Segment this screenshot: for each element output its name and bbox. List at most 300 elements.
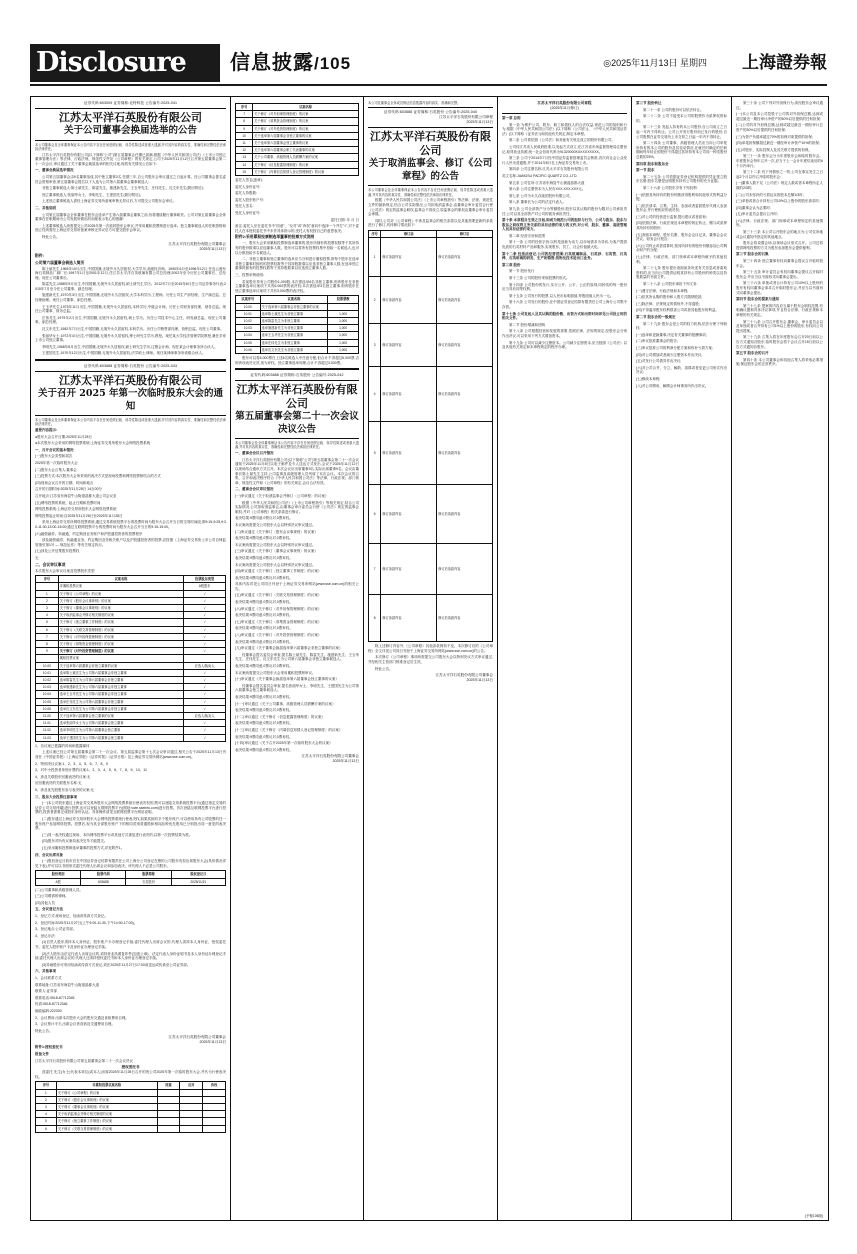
- para: 第二十九条 股东会是公司的权力机构,依法行使下列职权:: [636, 321, 727, 331]
- column-1: [31, 97, 230, 1220]
- para: 第一节 股份发行: [509, 269, 535, 274]
- para: (五)网络投票的系统、起止日期和投票时间: [35, 500, 101, 505]
- para: (五)审议通过《关于修订〈关联交易管理制度〉的议案》: [235, 593, 322, 598]
- para: 第二十五条 公司依据证券登记机构提供的凭证建立股东名册,股东名册是证明股东持有公司股份的充分证据。: [636, 174, 727, 184]
- table-row: [36, 612, 226, 619]
- column-2: [231, 97, 363, 1220]
- para: 受托人签名:: [235, 204, 254, 209]
- para: (三)审议通过《关于修订〈董事会议事规则〉的议案》: [235, 549, 318, 554]
- meeting-points: [35, 428, 226, 560]
- th-seq: 序号: [36, 1082, 57, 1089]
- para: 本议案尚需提交公司股东大会以特别决议审议通过。: [235, 562, 316, 567]
- proxy-body: [35, 1070, 226, 1079]
- cell: 修订后条款内容: [437, 485, 493, 544]
- para: 应回避表决的关联股东名称:无: [35, 781, 82, 786]
- para: 股东可以将6,000票在上述6名候选人中任意分配,但合计不得超过6,000票,否则该项表决无效,视为弃权。独立董事选举同理,合计不得超过3,000票。: [235, 355, 359, 365]
- para: 委托人签名(盖章):: [235, 178, 263, 183]
- proxy-title: 授权委托书: [121, 1065, 140, 1070]
- para: 邮政编码:222300: [35, 1008, 62, 1013]
- bio-list: [35, 267, 226, 357]
- para: (一)遵守法律、行政法规和本章程;: [636, 288, 689, 293]
- para: 五、会议登记方法: [35, 907, 63, 912]
- table-row: [236, 310, 359, 317]
- page-footer-code: (予報106版): [804, 1214, 823, 1218]
- th-name: 议案名称: [58, 576, 183, 583]
- cell: A股: [36, 878, 81, 885]
- table-row: [236, 161, 359, 168]
- cell: 10.04: [236, 332, 261, 339]
- para: 5、涉及优先股股东参与表决的议案:无: [35, 787, 94, 792]
- th-stock-code: 股票代码: [81, 871, 126, 878]
- cell: √: [184, 727, 226, 734]
- signature-date-1: 2025年11月13日: [199, 246, 226, 251]
- cell: 10.01: [36, 669, 59, 676]
- cell: 2: [36, 597, 59, 604]
- doc-title-3: 第五届董事会第二十一次会议决议公告: [235, 411, 359, 435]
- para: (一)本公司股东通过上海证券交易所股东大会网络投票系统行使表决权的,既可以登陆交易系统投票平台(通过指定交易的证券公司交易终端)进行投票,也可以登陆互联网投票平台(网址:vote.sseinfo.com)进行投票。首次登陆互联网投票平台进行投票的,投资者需要完成股东身份认证。具体操作请见互联网投票平台网站说明。: [35, 801, 226, 815]
- company-title-1: 江苏太平洋石英股份有限公司: [59, 111, 202, 124]
- column-6: [732, 97, 827, 1220]
- para: (三)审议批准公司的利润分配方案和弥补亏损方案;: [636, 345, 713, 350]
- para: 3、对中小投资者单独计票的议案:1、2、3、4、5、6、7、8、9、10、11: [35, 768, 147, 773]
- para: 第二十八条 公司股东承担下列义务:: [643, 282, 698, 286]
- para: 股东会将设置会场,以现场会议形式召开。公司还将提供网络投票的方式为股东参加股东会提供便利。: [736, 241, 823, 250]
- cell: 10.00: [236, 303, 261, 310]
- cell: 关于选举第六届董事会职工代表董事的议案: [253, 147, 359, 154]
- cell: 关于修订《关联交易管理制度》的议案: [56, 1125, 157, 1132]
- signature-company-2: 江苏太平洋石英股份有限公司董事会: [168, 1035, 226, 1040]
- chapter-ref-date: 2025年11月13日: [466, 120, 493, 125]
- para: 采用上海证券交易所网络投票系统,通过交易系统投票平台的投票时间为股东大会召开当日的交易时间段,即9:15-9:25,9:30-11:30,13:00-15:00;通过互联网投票平台的投票时间为股东大会召开当日的9:15-15:00。: [35, 520, 226, 529]
- column-4: [498, 97, 631, 1220]
- para: 第二十三条 发起人持有的本公司股份,自公司成立之日起一年内不得转让。公司公开发行股份前已发行的股份,自公司股票在证券交易所上市交易之日起一年内不得转让。: [636, 125, 727, 139]
- cell: √: [184, 590, 226, 597]
- section-heading: 第三章 股份: [502, 262, 521, 267]
- para: 第七条 公司为永久存续的股份有限公司。: [509, 193, 573, 198]
- th-seq: 序号: [36, 576, 59, 583]
- para: 表决结果:9票同意,0票反对,0票弃权。: [235, 664, 293, 668]
- table-row: [236, 303, 359, 310]
- table-row: [236, 346, 359, 353]
- cell: 关于修订《内幕信息知情人登记管理制度》的议案: [253, 168, 359, 175]
- para: 第三十三条 本公司召开股东会的地点为:公司住所地或会议通知中指定的其他地点。: [736, 230, 823, 239]
- table-row: [369, 324, 493, 367]
- cumulative-example-note: [235, 356, 359, 365]
- cell: 修订条款内容: [381, 595, 437, 642]
- agenda-heading: 二、会议审议事项: [35, 562, 66, 567]
- para: 二、董事会会议审议情况: [235, 487, 274, 492]
- section-heading: 第四节 股东会的提案与通知: [736, 297, 779, 302]
- cell: 选举陈士斌先生为非独立董事: [260, 310, 328, 317]
- cell: 关于选举第六届董事会非独立董事的议案: [253, 132, 359, 139]
- table-row: [36, 698, 226, 705]
- cell: 2: [36, 1096, 57, 1103]
- para: 一、股东大会采用累积投票制选举董事的,股东所拥有的投票权数等于其所持有的股份数乘以应选董事人数。股东可以将所有投票权集中投给一名候选人,也可以分散投给多名候选人。: [235, 241, 359, 255]
- para: (五)查阅本章程、股东名册、股东会会议记录、董事会会议决议、财务会计报告;: [636, 232, 727, 242]
- para: 公司第五届董事会由9名董事组成,其中独立董事3名,任期三年,自公司股东会审议通过之日起计算。经公司董事会提名委员会资格审查,第五届董事会提名以下人选为公司第六届董事会董事候选人:: [35, 174, 226, 184]
- cell: 修订条款内容: [381, 367, 437, 422]
- cell: 修订条款内容: [381, 422, 437, 485]
- doc-title-2: 关于召开 2025 年第一次临时股东大会的通知: [37, 388, 224, 412]
- cell: 6: [369, 485, 381, 544]
- cell: 10.01: [236, 310, 261, 317]
- cell: 关于修订《关联交易管理制度》的议案: [58, 626, 183, 633]
- cell: √: [184, 626, 226, 633]
- para: 第六条 公司注册资本为人民币XXX,XXX,XXX元。: [509, 187, 586, 192]
- signature-date-2: 2025年11月13日: [199, 1040, 226, 1045]
- para: 第十三条 公司的股份采取股票的形式。: [509, 276, 570, 281]
- para: 第九条 公司全部资产分为等额股份,股东以其认购的股份为限对公司承担责任,公司以其全部资产对公司的债务承担责任。: [502, 206, 627, 216]
- bio-item: 陈士斌先生,1965年10月出生,中国国籍,无境外永久居留权,大学学历,高级经济师。1990年6月至1996年12月,任连云港东海石英制品厂副厂长;1997年1月至2001年12月,任江苏太平洋石英玻璃有限公司总经理;2002年至今历任公司董事长、总经理。现任公司董事长。: [35, 266, 226, 280]
- table-row: [369, 422, 493, 485]
- table-row: [36, 590, 226, 597]
- para: 第三十八条 公司召开股东会,董事会、审计委员会以及单独或者合并持有公司1%以上股份的股东,有权向公司提出提案。: [736, 319, 823, 333]
- table-row: [36, 655, 226, 662]
- cell: 10.02: [236, 317, 261, 324]
- para: (六)对公司合并、分立、解散、清算或者变更公司形式作出决议;: [636, 365, 727, 375]
- th-name: 议案名称: [260, 296, 328, 303]
- masthead-rule: [30, 84, 827, 86]
- para: 若某股东持有公司股份1,000股,本次需选举6名非独立董事,则该股东在非独立董事选举议案项下共有6,000票的表决权;本次需选举3名独立董事,则该股东在独立董事选举议案项下共有3,000票的表决权。: [235, 279, 359, 293]
- para: 第三十九条 召集人将在年度股东会召开20日前以公告方式通知各股东,临时股东会将于会议召开15日前以公告方式通知各股东。: [736, 335, 823, 349]
- chapter-heading: 第十条 本章程自生效之日起,即成为规范公司的组织与行为、公司与股东、股东与股东之间权利义务关系的具有法律约束力的文件,对公司、股东、董事、高级管理人员具有法律约束力。: [502, 218, 627, 232]
- cell: 修订条款内容: [381, 544, 437, 595]
- para: 第二十六条 公司股东享有下列权利:: [643, 185, 698, 190]
- para: 第二条 公司系依照《公司法》和其他有关规定成立的股份有限公司。: [509, 138, 615, 143]
- para: (十二)审议通过《关于修订〈信息披露管理制度〉的议案》: [235, 714, 325, 719]
- para: 第三十四条 独立董事有权向董事会提议召开临时股东会。: [736, 259, 823, 268]
- table-row: [36, 684, 226, 691]
- para: (二)依其所认购的股份和入股方式缴纳股款;: [636, 295, 703, 300]
- charter-subtitle: (2025年11月修订): [550, 106, 579, 110]
- para: 第三十条 公司下列对外担保行为,须经股东会审议通过。: [736, 101, 823, 110]
- para: 附件1:授权委托书: [35, 1045, 63, 1050]
- cell: 7: [36, 633, 59, 640]
- para: (五)对股东、实际控制人及其关联方提供的担保。: [736, 147, 812, 152]
- para: (一)审议通过《关于取消监事会并修订〈公司章程〉的议案》: [235, 493, 329, 498]
- para: 表决结果:9票同意,0票反对,0票弃权。: [235, 626, 293, 631]
- cell: √: [184, 720, 226, 727]
- para: (三)同一表决权通过现场、本所网络投票平台或其他方式重复进行表决的,以第一次投票结果为准。: [42, 832, 193, 837]
- cell: 修订条款内容: [381, 277, 437, 324]
- para: 第十六条 公司发行的股份,在中国证券登记结算有限责任公司上海分公司集中存管。: [502, 300, 627, 309]
- divider: [235, 380, 359, 381]
- table-row: [369, 485, 493, 544]
- table-row: [36, 604, 226, 611]
- table-row: [236, 132, 359, 139]
- para: 表决结果:9票同意,0票反对,0票弃权。: [235, 575, 293, 580]
- para: ●股东大会召开日期:2025年11月28日: [35, 434, 92, 439]
- divider: [35, 108, 226, 109]
- cell: 应选人数(6)人: [184, 662, 226, 669]
- table-row: [36, 662, 226, 669]
- table-row: [36, 734, 226, 741]
- para: 表决结果:9票同意,0票反对,0票弃权。: [235, 734, 293, 739]
- th-proposal: 非累积投票议案名称: [56, 1082, 157, 1089]
- bio-item: 沈文东先生,1982年7月出生,中国国籍,无境外永久居留权,本科学历。历任公司销售部经理、营销总监。现任公司董事。: [42, 327, 224, 332]
- cell: 累积投票议案: [58, 655, 183, 662]
- table-row: [369, 238, 493, 277]
- table-row: [236, 111, 359, 118]
- para: 第二十一条 公司的股份可以依法转让。: [643, 107, 704, 112]
- bio-item: 李明先生,1968年8月出生,中国国籍,无境外永久居留权,硕士研究生学历,注册会计师。现任某会计师事务所合伙人。: [42, 344, 218, 349]
- cell: 10.06: [36, 705, 59, 712]
- cell: √: [184, 633, 226, 640]
- cell: 4: [36, 1111, 57, 1118]
- cell: 关于修订《对外担保管理制度》的议案: [58, 633, 183, 640]
- para: (七)法律、行政法规、部门规章或本章程所赋予的其他权利。: [636, 255, 727, 264]
- cell: 修订后条款内容: [437, 595, 493, 642]
- meeting-notes: [35, 744, 226, 868]
- para: 公司经江苏省人民政府批准,以发起方式设立;在江苏省市场监督管理局注册登记,取得营业执照,统一社会信用代码为91320000XXXXXXXXXX。: [502, 144, 627, 154]
- table-row: [236, 154, 359, 161]
- cell: 8: [369, 595, 381, 642]
- cell: 2: [369, 277, 381, 324]
- table-row: [369, 277, 493, 324]
- notice-head-text: 本公司董事会及全体董事保证本公告内容不存在任何虚假记载、误导性陈述或者重大遗漏,并对其内容的真实性、准确性和完整性依法承担法律责任。: [235, 441, 359, 450]
- cell: 关于修订《募集资金管理制度》的议案: [58, 640, 183, 647]
- announcement-body-1: [35, 153, 226, 240]
- record-date-table: [35, 870, 226, 885]
- cell: 关于修订《信息披露管理制度》的议案: [253, 161, 359, 168]
- th-for: 同意: [157, 1082, 180, 1089]
- bio-item: 王玉华先生,1975年11月出生,中国国籍,无境外永久居留权,本科学历,中级会计师。历任公司财务部经理、财务总监。现任公司董事、财务总监。: [35, 304, 226, 314]
- table-row: [36, 619, 226, 626]
- table-row: [36, 640, 226, 647]
- signature-company-3: 江苏太平洋石英股份有限公司董事会: [301, 754, 359, 759]
- masthead-paper-name: 上海證券報: [742, 53, 827, 73]
- cell: 7: [369, 544, 381, 595]
- proxy-vote-table: [35, 1081, 226, 1132]
- para: 召开地点:江苏省东海县牛山街道晶都大道公司会议室: [35, 494, 117, 499]
- para: 第三十七条 提案的内容应当属于股东会职权范围,有明确议题和具体决议事项,并且符合法律、行政法规和本章程的有关规定。: [736, 303, 823, 317]
- cell: √: [184, 684, 226, 691]
- cell: 修订条款内容: [381, 485, 437, 544]
- para: 上述独立董事候选人需经上海证券交易所备案审核无异议后,方可提交公司股东会审议。: [42, 199, 176, 204]
- cell: 1,000: [328, 346, 359, 353]
- para: 第十五条 公司发行的股票,以人民币标明面值,每股面值人民币一元。: [509, 293, 614, 298]
- cell: 14: [236, 161, 253, 168]
- cell: 选举庄伟先生为非独立董事: [260, 339, 328, 346]
- cell: 选举沈文东先生为非独立董事: [260, 346, 328, 353]
- para: 表决结果:9票同意,0票反对,0票弃权。: [235, 613, 293, 618]
- cell: [36, 655, 59, 662]
- para: 3、会议预计半天,出席会议者食宿及交通费用自理。: [35, 1022, 115, 1027]
- cell: 应选人数(3)人: [184, 713, 226, 720]
- para: 召开的日期时间:2025年11月28日 14点00分: [35, 487, 103, 492]
- para: 第十九条 公司可以减少注册资本。公司减少注册资本,应当按照《公司法》以及其他有关规定和本章程规定的程序办理。: [502, 340, 627, 350]
- para: 第三十二条 有下列情形之一的,公司在事实发生之日起2个月以内召开临时股东会:: [736, 170, 823, 179]
- table-row: [36, 648, 226, 655]
- para: (四)单笔担保额超过最近一期经审计净资产10%的担保;: [736, 141, 820, 146]
- para: 三、股东大会投票注意事项: [35, 794, 77, 799]
- cell: 选举王建国先生为公司第六届董事会独立董事: [58, 734, 183, 741]
- column-3: [364, 97, 497, 1220]
- cell: 10.03: [36, 684, 59, 691]
- para: 第十四条 公司股份的发行,实行公开、公平、公正的原则,同种类的每一股份应当具有同等权利。: [502, 282, 627, 292]
- appendix-title-1: 附件:: [35, 253, 44, 258]
- para: 第三条 公司于2014年7月经中国证券监督管理委员会核准,首次向社会公众发行人民币普通股,并于2014年8月在上海证券交易所上市。: [502, 156, 627, 165]
- th-votes: 投票票数: [328, 296, 359, 303]
- para: 联系电话:0518-87712345: [35, 995, 75, 1000]
- table-row: [36, 1118, 226, 1125]
- masthead-date: ◎2025年11月13日 星期四: [603, 58, 707, 68]
- cell: 关于修订《对外投资管理制度》的议案: [253, 125, 359, 132]
- para: 本次修订《公司章程》事项尚需提交公司股东大会以特别决议方式审议通过,并经相关主管部门核准登记后生效。: [368, 655, 493, 664]
- table-row: [36, 669, 226, 676]
- para: 2025年第一次临时股东大会: [35, 461, 78, 466]
- para: (六)公司终止或者清算时,按其所持有的股份份额参加公司剩余财产的分配;: [636, 243, 727, 253]
- cell: [203, 1111, 226, 1118]
- cell: 关于修订《公司章程》的议案: [58, 590, 183, 597]
- table-header-row: [36, 1082, 226, 1089]
- table-row: [36, 1096, 226, 1103]
- para: 英文名称:JIANGSU PACIFIC QUARTZ CO.,LTD.: [502, 173, 578, 178]
- masthead-section-title: [230, 46, 351, 81]
- para: 六、其他事项: [35, 969, 56, 974]
- cell: 关于公司董事、高级管理人员薪酬方案的议案: [253, 154, 359, 161]
- cell: 10.03: [236, 325, 261, 332]
- table-row: [369, 595, 493, 642]
- para: 表决结果:9票同意,0票反对,0票弃权。: [235, 600, 293, 605]
- para: (五)审计委员会提议召开时;: [736, 212, 778, 217]
- para: 表决结果:9票同意,0票反对,0票弃权。: [235, 516, 293, 521]
- para: (五)采用累积投票制选举董事的投票方式,详见附件1。: [42, 845, 125, 850]
- cell: 10.05: [236, 339, 261, 346]
- para: (四)股东对所有议案均表决完毕才能提交。: [42, 839, 108, 844]
- cell: √: [184, 705, 226, 712]
- cell: 关于修订《独立董事工作制度》的议案: [56, 1118, 157, 1125]
- cell: 7: [236, 111, 253, 118]
- cell: 选举王玉华先生为公司第六届董事会非独立董事: [58, 691, 183, 698]
- para: 公司第五届董事会全体董事在股东会选举产生第六届董事会董事之前,仍将继续履行董事职责。公司对第五届董事会全体董事在任职期间为公司发展所做出的贡献表示衷心的感谢!: [35, 212, 226, 222]
- para: 江苏太平洋石英股份有限公司(以下简称"公司")第五届董事会第二十一次会议通知于2025年11月8日以电子邮件及专人送达方式发出,会议于2025年11月12日以现场结合通讯方式召开。本次会议应出席董事9名,实际出席董事9名。会议由董事长陈士斌先生主持,公司监事及高级管理人员列席了本次会议。本次会议的召集、召开和表决程序符合《中华人民共和国公司法》等法律、行政法规、部门规章、规范性文件和《公司章程》的有关规定,会议合法有效。: [235, 457, 359, 485]
- charter-text-col4: [502, 116, 627, 350]
- para: (六)审议通过《关于修订〈对外担保管理制度〉的议案》: [235, 606, 322, 611]
- signature-company-1: 江苏太平洋石英股份有限公司董事会: [168, 241, 226, 246]
- doc-title-4: 关于取消监事会、修订《公司章程》的公告: [368, 158, 493, 182]
- para: (一)股东大会类型和届次: [35, 454, 73, 459]
- cell: √: [184, 648, 226, 655]
- para: (三)对公司的经营进行监督,提出建议或者质询;: [636, 214, 707, 219]
- para: (四)不得滥用股东权利损害公司或者其他股东的利益。: [636, 308, 719, 313]
- cell: [180, 1089, 203, 1096]
- section-heading: 第十七条 公司发起人及其认购的股份数、出资方式和出资时间详见公司设立时的相关文件。: [502, 311, 627, 321]
- th-record-date: 股权登记日: [171, 871, 225, 878]
- cell: 10.04: [36, 691, 59, 698]
- chapter-heading: 第四章 股东和股东会: [636, 161, 669, 166]
- para: 第十一条 公司的经营宗旨:以科技创新为动力,以市场需求为导向,为客户提供优质的石英材料产品和服务,实现股东、员工、社会价值最大化。: [502, 240, 627, 250]
- masthead-section-cn: 信息披露: [230, 52, 314, 74]
- para: 第四条 公司注册名称:江苏太平洋石英股份有限公司: [509, 167, 588, 172]
- para: (四)董事会认为必要时;: [736, 205, 771, 210]
- cell: 11.03: [36, 734, 59, 741]
- para: 4、登记办法:: [35, 933, 56, 938]
- para: 表决结果:9票同意,0票反对,0票弃权。: [235, 694, 293, 699]
- para: 根据《中华人民共和国公司法》《上市公司章程指引》等相关规定,结合公司实际情况,公司拟取消监事会,由董事会审计委员会行使《公司法》规定的监事会职权,并对《公司章程》相关条款进行修订。: [235, 500, 359, 514]
- cell: [36, 583, 59, 590]
- charter-text-col6: [736, 101, 823, 367]
- cell: [180, 1125, 203, 1132]
- para: 四、会议出席对象: [35, 852, 63, 857]
- cell: 15: [236, 168, 253, 175]
- appendix-subtitle-1: 公司第六届董事会候选人简历: [35, 260, 85, 265]
- para: (三)单独或者合计持有公司10%以上股份的股东请求时;: [736, 199, 820, 204]
- divider: [368, 107, 493, 108]
- para: 第二十四条 公司董事、高级管理人员应当向公司申报所持有的本公司的股份及其变动情况,在就任时确定的任职期间每年转让的股份不得超过其所持有本公司同一种类股份总数的25%。: [636, 141, 727, 159]
- cell: 关于修订《股东会议事规则》的议案: [56, 1096, 157, 1103]
- section-divider: [235, 368, 359, 370]
- para: 3、登记地点:公司证券部。: [35, 927, 77, 932]
- para: 二、非独立董事和独立董事的选举应当分别进行累积投票,即每个股东在选举非独立董事时拥有的投票权数等于其持股数乘以应选非独立董事人数;在选举独立董事时拥有的投票权数等于其持股数乘以应选独立董事人数。: [235, 257, 359, 271]
- para: 2、特别决议议案:1、2、3、4、5、6、7、8、9: [35, 761, 108, 766]
- para: (二)公司董事和高级管理人员。: [35, 887, 83, 892]
- para: (十一)审议通过《关于公司董事、高级管理人员薪酬方案的议案》: [235, 701, 336, 706]
- para: (十)审议通过《关于董事会换届选举第六届董事会独立董事的议案》: [235, 677, 339, 682]
- para: 特此公告。: [42, 234, 60, 239]
- para: (2)法人股东由法定代表人出席会议的,须持营业执照复印件(加盖公章)、法定代表人身份证明书及本人身份证办理登记手续;委托代理人出席会议的,代理人还须持授权委托书和本人身份证办理登记手续。: [35, 951, 226, 961]
- cell: 10.00: [36, 662, 59, 669]
- cell: 3: [36, 1103, 57, 1110]
- cell: 关于修订《对外投资管理制度》的议案: [58, 648, 183, 655]
- para: (二)审议通过《关于修订〈股东会议事规则〉的议案》: [235, 529, 318, 534]
- cell: √: [184, 734, 226, 741]
- notice-head-text: 本公司董事会及全体董事保证本公告内容不存在任何虚假记载、误导性陈述或者重大遗漏,并对其内容的真实性、准确性和完整性依法承担法律责任。: [35, 142, 226, 151]
- para: 第一条 为维护公司、股东、职工和债权人的合法权益,规范公司的组织和行为,根据《中华人民共和国公司法》(以下简称《公司法》)、《中华人民共和国证券法》(以下简称《证券法》)和其他有关规定,制定本章程。: [502, 122, 627, 136]
- cell: 4: [369, 367, 381, 422]
- table-row: [36, 677, 226, 684]
- divider: [35, 415, 226, 416]
- para: 本议案尚需提交公司股东大会以特别决议审议通过。: [235, 522, 316, 527]
- cell: √: [184, 691, 226, 698]
- para: 无: [35, 555, 39, 560]
- th-seq: 序号: [369, 230, 381, 237]
- section-heading: 第二节 股东会的一般规定: [636, 314, 676, 319]
- para: 委托人持股数:: [235, 191, 257, 196]
- cell: √: [184, 640, 226, 647]
- notice-head-3: [235, 441, 359, 450]
- charter-title: 江苏太平洋石英股份有限公司章程: [537, 101, 592, 105]
- table-row: [36, 1111, 226, 1118]
- th-before: 修订前: [381, 230, 437, 237]
- cell: 12: [236, 147, 253, 154]
- cell: [180, 1096, 203, 1103]
- table-row: [36, 691, 226, 698]
- para: 同时,公司对《公司章程》中涉及监事会的相关条款以及其他需要更新的条款进行了修订,具体修订情况如下:: [368, 218, 493, 228]
- cell: 10: [236, 132, 253, 139]
- cell: 5: [36, 619, 59, 626]
- para: 网络投票起止时间:自2025年11月28日至2025年11月28日: [35, 513, 123, 518]
- page-frame: [30, 96, 829, 1221]
- table-row: [236, 118, 359, 125]
- para: 1、登记方式:现场登记、信函或传真方式登记。: [35, 914, 108, 919]
- table-row: [36, 583, 226, 590]
- cell: 关于选举第六届董事会非独立董事的议案: [260, 303, 328, 310]
- para: 2、登记时间:2025年11月27日(上午9:00-11:30,下午14:00-17:00)。: [35, 920, 138, 925]
- th-against: 反对: [180, 1082, 203, 1089]
- table-row: [236, 147, 359, 154]
- para: 一、董事会会议召开情况: [235, 451, 274, 456]
- table-row: [236, 317, 359, 324]
- para: 重要内容提示:: [35, 428, 58, 433]
- para: 传真:0518-87712346: [35, 1002, 68, 1007]
- para: 第十八条 公司根据经营和发展的需要,依照法律、法规的规定,经股东会分别作出决议,可以采用下列方式增加资本。: [502, 329, 627, 338]
- cell: [180, 1118, 203, 1125]
- table-row: [236, 339, 359, 346]
- cell: 修订后条款内容: [437, 277, 493, 324]
- charter-amend-tail: [368, 644, 493, 671]
- para: (二)公司的对外担保总额,达到或超过最近一期经审计总资产的30%以后提供的任何担保;: [736, 123, 823, 132]
